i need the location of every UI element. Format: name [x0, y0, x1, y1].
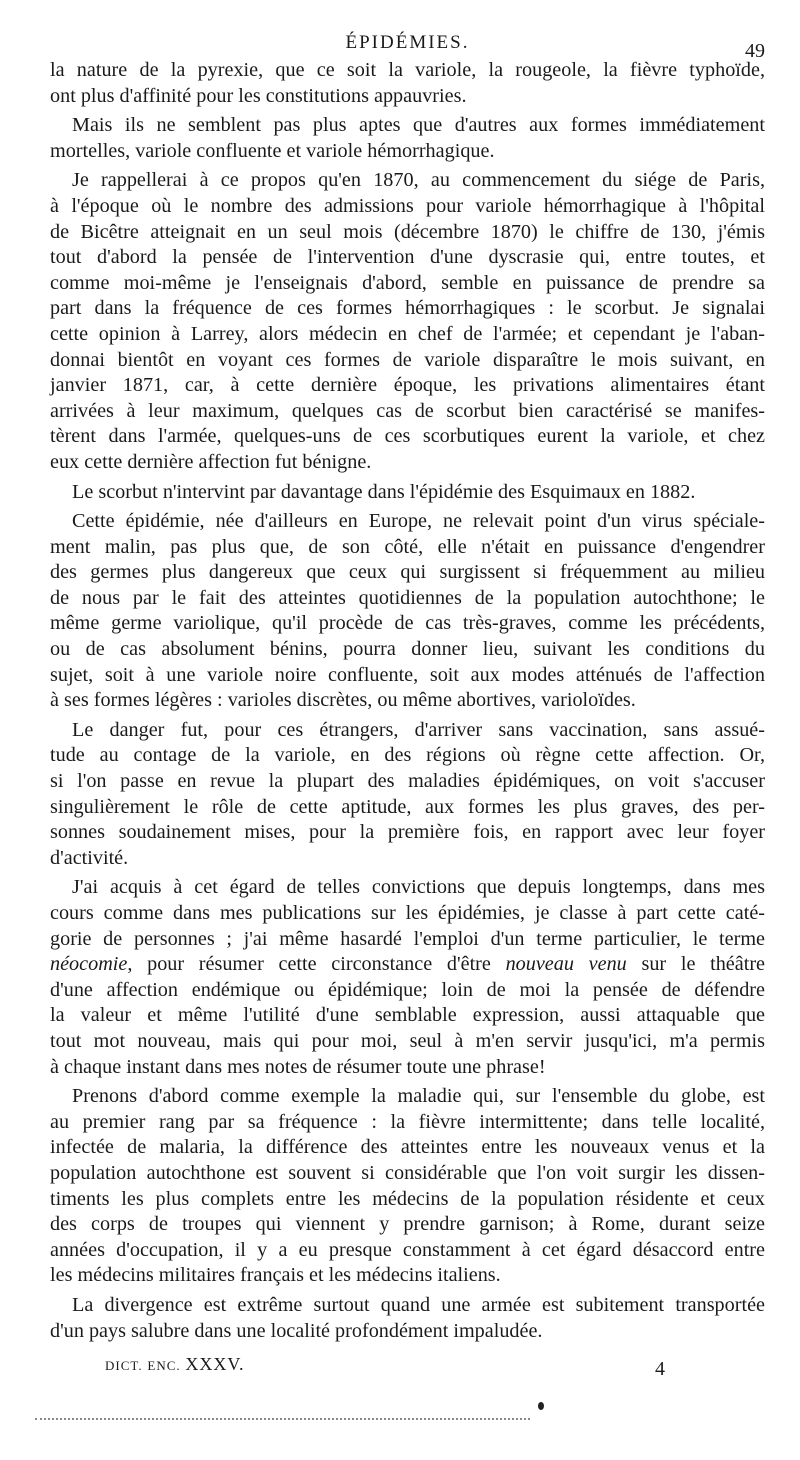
text-line: des germes plus dangereux que ceux qui surgissent si fréquemment au milieu — [50, 561, 765, 584]
text-line: gorie de personnes ; j'ai même hasardé l'emploi d'un terme particulier, le terme — [50, 927, 765, 950]
text-line: Prenons d'abord comme exemple la maladie qui, sur l'ensemble du globe, est — [72, 1085, 765, 1108]
text-line: néocomie, pour résumer cette circonstance d'être nouveau venu sur le théâtre — [50, 953, 766, 976]
text-line: ment malin, pas plus que, de son côté, elle n'était en puissance d'engendrer — [50, 535, 765, 558]
paragraph — [50, 113, 765, 164]
text-line: tout d'abord la pensée de l'intervention d'une dyscrasie qui, entre toutes, et — [50, 246, 765, 269]
text-line: à l'époque où le nombre des admissions pour variole hémorrhagique à l'hôpital — [50, 194, 765, 217]
text-line: d'une affection endémique ou épidémique; loin de moi la pensée de défendre — [50, 978, 765, 1001]
signature-volume: XXXV. — [185, 1354, 245, 1374]
paragraph — [50, 1293, 765, 1344]
text-line: ont plus d'affinité pour les constitutions appauvries. — [50, 84, 467, 107]
text-line: eux cette dernière affection fut bénigne. — [50, 450, 372, 473]
text-line: la valeur et même l'utilité d'une semblable expression, aussi attaquable que — [50, 1004, 765, 1027]
paragraph — [50, 168, 765, 475]
paragraph — [50, 718, 765, 872]
dotted-rule — [35, 1418, 530, 1420]
text-line: de Bicêtre atteignait en un seul mois (décembre 1870) le chiffre de 130, j'émis — [50, 220, 765, 243]
text-line: si l'on passe en revue la plupart des maladies épidémiques, on voit s'accuser — [50, 770, 765, 793]
signature-dict: DICT. — [105, 1358, 143, 1373]
body-text — [50, 58, 765, 1344]
text-line: Cette épidémie, née d'ailleurs en Europe, ne relevait point d'un virus spéciale- — [72, 510, 765, 533]
paragraph — [50, 509, 765, 714]
paragraph — [50, 1084, 765, 1289]
text-line: donnai bientôt en voyant ces formes de variole disparaître le mois suivant, en — [50, 348, 765, 371]
text-line: tèrent dans l'armée, quelques-uns de ces scorbutiques eurent la variole, et chez — [50, 425, 765, 448]
text-line: années d'occupation, il y a eu presque constamment à cet égard désaccord entre — [50, 1238, 765, 1261]
text-line: cette opinion à Larrey, alors médecin en chef de l'armée; et cependant je l'aban- — [50, 322, 765, 345]
text-line: les médecins militaires français et les médecins italiens. — [50, 1264, 501, 1287]
running-header — [50, 30, 765, 60]
page-footer — [105, 1350, 665, 1380]
text-line: de nous par le fait des atteintes quotidiennes de la population autochthone; le — [50, 586, 765, 609]
text-line: ou de cas absolument bénins, pourra donner lieu, suivant les conditions du — [50, 638, 765, 661]
text-line: tude au contage de la variole, en des régions où règne cette affection. Or, — [50, 744, 765, 767]
paragraph — [50, 480, 765, 506]
text-line: Le danger fut, pour ces étrangers, d'arriver sans vaccination, sans assué- — [72, 718, 765, 741]
sheet-number: 4 — [655, 1358, 665, 1380]
text-line: tout mot nouveau, mais qui pour moi, seul à m'en servir jusqu'ici, m'a permis — [50, 1029, 765, 1052]
ink-dot — [538, 1402, 544, 1410]
text-line: timents les plus complets entre les médecins de la population résidente et ceux — [50, 1187, 765, 1210]
running-title: ÉPIDÉMIES. — [345, 32, 470, 53]
text-line: Le scorbut n'intervint par davantage dans l'épidémie des Esquimaux en 1882. — [72, 480, 696, 503]
text-line: arrivées à leur maximum, quelques cas de scorbut bien caractérisé se manifes- — [50, 399, 765, 422]
signature-enc: ENC. — [147, 1358, 181, 1373]
text-line: à ses formes légères : varioles discrètes, ou même abortives, varioloïdes. — [50, 689, 636, 712]
text-line: singulièrement le rôle de cette aptitude, aux formes les plus graves, des per- — [50, 795, 765, 818]
text-line: la nature de la pyrexie, que ce soit la variole, la rougeole, la fièvre typhoïde, — [50, 59, 765, 81]
emphasis: nouveau venu — [505, 953, 627, 976]
paragraph — [50, 875, 765, 1080]
emphasis: néocomie — [50, 953, 128, 976]
text-line: sujet, soit à une variole noire confluente, soit aux modes atténués de l'affection — [50, 663, 765, 686]
page-number: 49 — [745, 40, 765, 62]
text-line: La divergence est extrême surtout quand une armée est subitement transportée — [72, 1293, 765, 1316]
text-line: d'un pays salubre dans une localité profondément impaludée. — [50, 1319, 543, 1342]
text-line: même germe variolique, qu'il procède de cas très-graves, comme les précédents, — [50, 612, 765, 635]
text-line: sonnes soudainement mises, pour la première fois, en rapport avec leur foyer — [50, 821, 765, 844]
text-line: mortelles, variole confluente et variole hémorrhagique. — [50, 139, 495, 162]
text-line: comme moi-même je l'enseignais d'abord, semble en puissance de prendre sa — [50, 271, 765, 294]
text-line: des corps de troupes qui viennent y prendre garnison; à Rome, durant seize — [50, 1213, 765, 1236]
text-line: population autochthone est souvent si considérable que l'on voit surgir les dissen- — [50, 1161, 765, 1184]
text-line: au premier rang par sa fréquence : la fièvre intermittente; dans telle localité, — [50, 1110, 765, 1133]
text-line: à chaque instant dans mes notes de résumer toute une phrase! — [50, 1055, 546, 1078]
text-line: Mais ils ne semblent pas plus aptes que d'autres aux formes immédiatement — [72, 114, 765, 137]
text-line: Je rappellerai à ce propos qu'en 1870, au commencement du siége de Paris, — [72, 169, 765, 192]
text-line: d'activité. — [50, 846, 129, 869]
printer-signature — [105, 1354, 245, 1375]
paragraph — [50, 58, 765, 109]
text-line: infectée de malaria, la différence des atteintes entre les nouveaux venus et la — [50, 1136, 765, 1159]
text-line: janvier 1871, car, à cette dernière époque, les privations alimentaires étant — [50, 374, 765, 397]
text-line: J'ai acquis à cet égard de telles convictions que depuis longtemps, dans mes — [72, 876, 765, 899]
text-line: cours comme dans mes publications sur les épidémies, je classe à part cette caté- — [50, 902, 765, 924]
text-line: part dans la fréquence de ces formes hémorrhagiques : le scorbut. Je signalai — [50, 297, 765, 320]
